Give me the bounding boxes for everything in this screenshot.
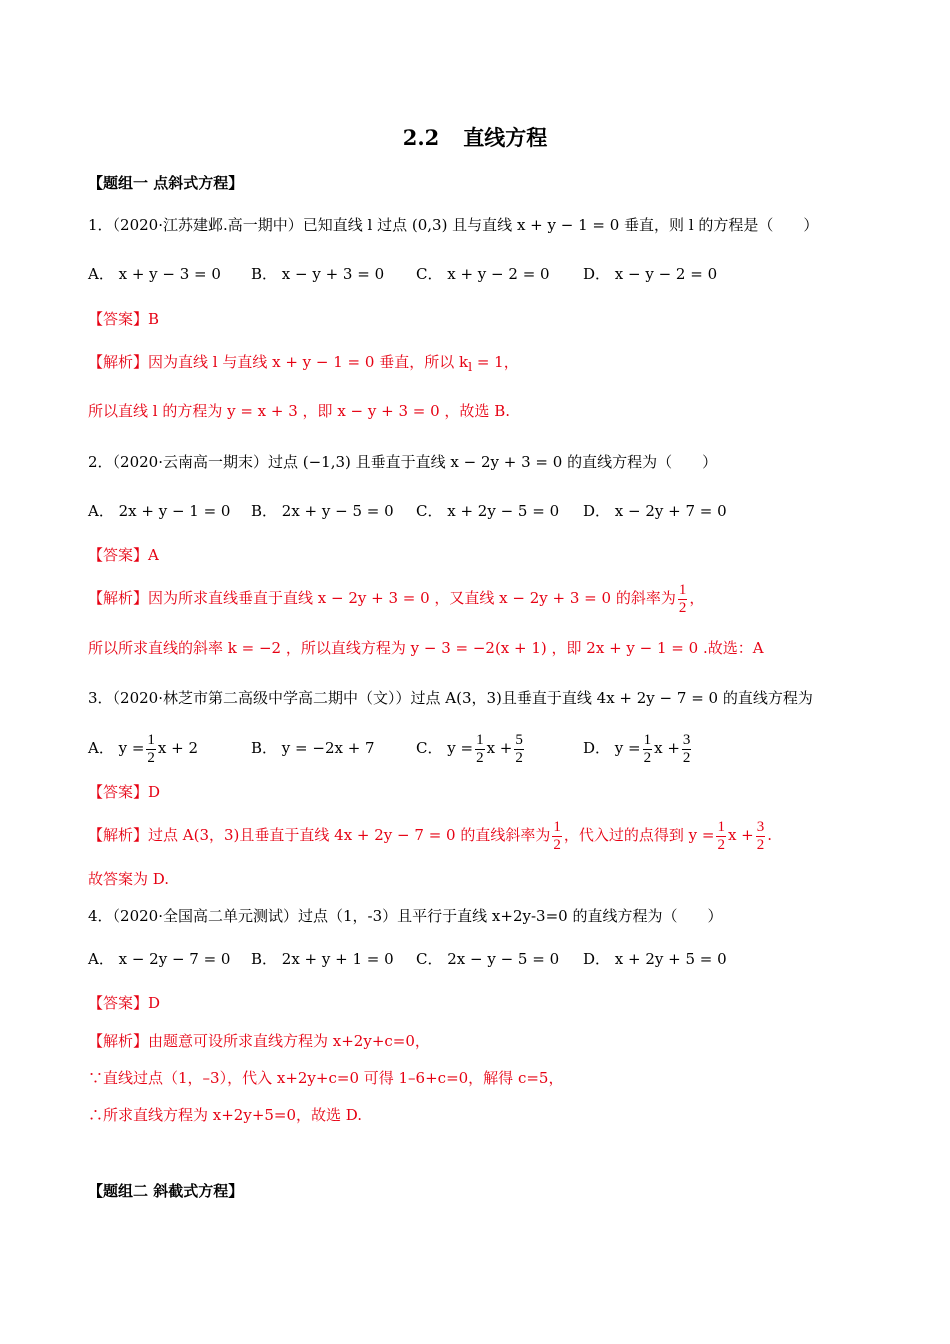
- question-3-stem: 3．（2020·林芝市第二高级中学高二期中（文））过点 A(3，3)且垂直于直线 4x + 2y − 7 = 0 的直线方程为: [88, 689, 813, 707]
- group-heading-1: 【题组一 点斜式方程】: [88, 174, 244, 192]
- page-title: [0, 124, 950, 152]
- q3-option-b: B． y = −2x + 7: [251, 739, 375, 757]
- section-number: 2.2: [402, 125, 440, 150]
- q4-solution-line-2: ∵直线过点（1，–3），代入 x+2y+c=0 可得 1–6+c=0，解得 c=5，: [88, 1069, 564, 1087]
- q1-option-d: D． x − y − 2 = 0: [583, 265, 718, 283]
- q3-solution-line-1: 【解析】过点 A(3，3)且垂直于直线 4x + 2y − 7 = 0 的直线斜率为 $\frac{1}{2}$ ，代入过的点得到 y = $\frac{1}{2}$ x + $\frac{3}{2}$ .: [88, 818, 773, 853]
- q3-answer: 【答案】D: [88, 783, 161, 801]
- q1-option-b: B． x − y + 3 = 0: [251, 265, 385, 283]
- question-4-stem: 4．（2020·全国高二单元测试）过点（1，-3）且平行于直线 x+2y-3=0 的直线方程为（ ）: [88, 907, 723, 925]
- q4-option-d: D． x + 2y + 5 = 0: [583, 950, 727, 968]
- question-1-stem: 1．（2020·江苏建邺.高一期中）已知直线 l 过点 (0,3) 且与直线 x + y − 1 = 0 垂直，则 l 的方程是（ ）: [88, 216, 819, 234]
- section-title: 直线方程: [463, 125, 548, 150]
- q4-solution-line-1: 【解析】由题意可设所求直线方程为 x+2y+c=0，: [88, 1032, 430, 1050]
- q4-option-a: A． x − 2y − 7 = 0: [88, 950, 231, 968]
- q2-answer: 【答案】A: [88, 546, 159, 564]
- question-2-stem: 2．（2020·云南高一期末）过点 (−1,3) 且垂直于直线 x − 2y + 3 = 0 的直线方程为（ ）: [88, 453, 718, 471]
- group-heading-2: 【题组二 斜截式方程】: [88, 1182, 244, 1200]
- q2-option-c: C． x + 2y − 5 = 0: [416, 502, 560, 520]
- q3-option-c: C． y = $\frac{1}{2}$ x + $\frac{5}{2}$: [416, 731, 523, 766]
- q1-solution-line-1: 【解析】因为直线 l 与直线 x + y − 1 = 0 垂直，所以 $k_l = 1$，: [88, 353, 519, 374]
- q4-option-c: C． 2x − y − 5 = 0: [416, 950, 560, 968]
- q2-option-a: A． 2x + y − 1 = 0: [88, 502, 231, 520]
- q4-solution-line-3: ∴所求直线方程为 x+2y+5=0，故选 D.: [88, 1106, 363, 1124]
- q3-solution-line-2: 故答案为 D.: [88, 870, 170, 888]
- q2-solution-line-1: 【解析】因为所求直线垂直于直线 x − 2y + 3 = 0 ，又直线 x − 2y + 3 = 0 的斜率为 $\frac{1}{2}$ ，: [88, 581, 705, 616]
- q1-option-a: A． x + y − 3 = 0: [88, 265, 221, 283]
- q2-option-b: B． 2x + y − 5 = 0: [251, 502, 394, 520]
- q2-solution-line-2: 所以所求直线的斜率 k = −2 ，所以直线方程为 y − 3 = −2(x + 1) ，即 2x + y − 1 = 0 .故选：A: [88, 639, 764, 657]
- q2-option-d: D． x − 2y + 7 = 0: [583, 502, 727, 520]
- q1-answer: 【答案】B: [88, 310, 160, 328]
- q1-solution-line-2: 所以直线 l 的方程为 y = x + 3 ，即 x − y + 3 = 0 ，故选 B.: [88, 402, 510, 420]
- q4-answer: 【答案】D: [88, 994, 161, 1012]
- q3-option-d: D． y = $\frac{1}{2}$ x + $\frac{3}{2}$: [583, 731, 691, 766]
- q4-option-b: B． 2x + y + 1 = 0: [251, 950, 394, 968]
- fraction-one-half: $\frac{1}{2}$: [678, 581, 687, 616]
- q3-option-a: A． y = $\frac{1}{2}$ x + 2: [88, 731, 199, 766]
- q1-option-c: C． x + y − 2 = 0: [416, 265, 550, 283]
